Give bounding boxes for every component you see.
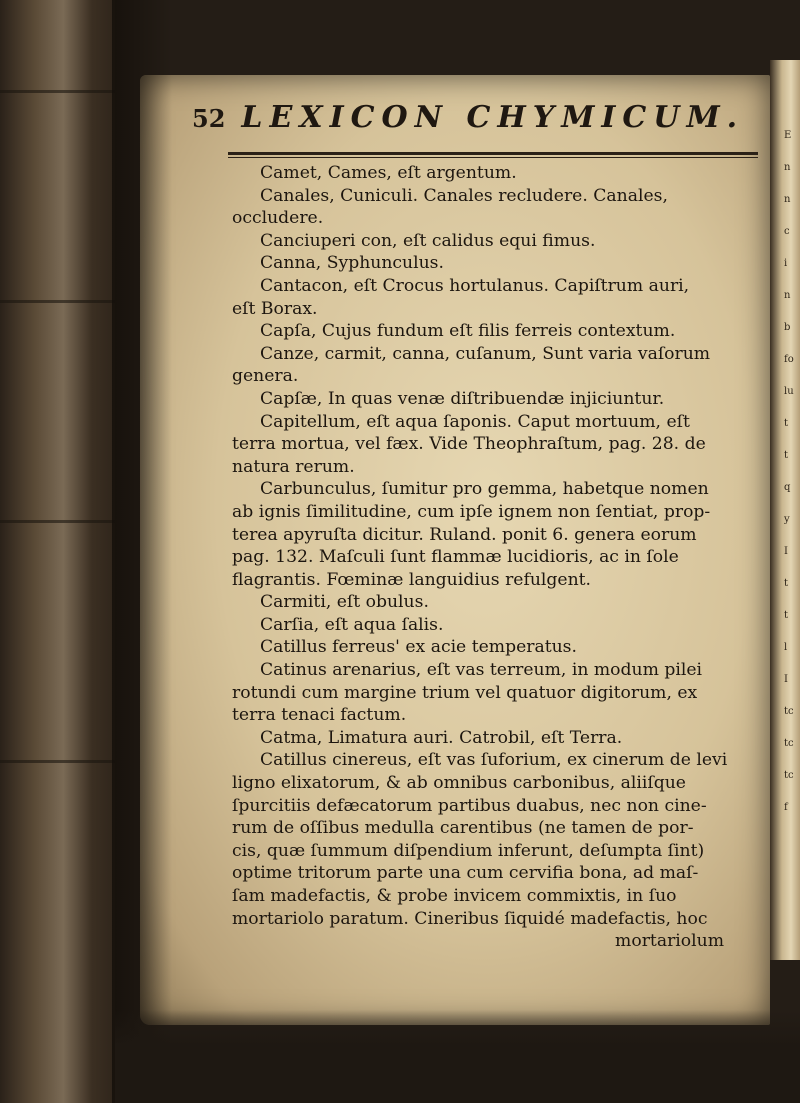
header-rule-thin [228,157,758,158]
facing-page-fragment: c [784,226,790,237]
text-line: Cantacon, eſt Crocus hortulanus. Capiſtrum auri, [260,275,690,296]
facing-page-fragment: tc [784,706,794,717]
facing-page-fragment: b [784,322,791,333]
facing-page-fragment: I [784,546,788,557]
facing-page-fragment: t [784,450,789,461]
text-line: Canciuperi con, eſt calidus equi fimus. [260,230,596,251]
text-line: rum de oſſibus medulla carentibus (ne tamen de por- [232,818,694,839]
text-line: mortariolo paratum. Cineribus ſiquidé madefactis, hoc [232,908,708,929]
catchword: mortariolum [615,931,724,952]
text-line: Catillus ferreus' ex acie temperatus. [260,637,577,658]
facing-page-fragment: t [784,418,789,429]
text-line: ſpurcitiis defæcatorum partibus duabus, nec non cine- [232,795,707,816]
facing-page-fragment: n [784,162,791,173]
facing-page-fragment: fo [784,354,794,365]
running-title: LEXICON CHYMICUM. [241,100,745,135]
text-line: Catillus cinereus, eſt vas ſuforium, ex cinerum de levi [260,750,728,771]
facing-page-fragment: t [784,578,789,589]
facing-page-fragment: f [784,802,788,813]
text-line: flagrantis. Fœminæ languidius refulgent. [232,569,592,590]
text-line: rotundi cum margine trium vel quatuor digitorum, ex [232,682,698,703]
text-line: genera. [232,366,299,387]
text-line: occludere. [232,208,324,229]
facing-page-fragment: t [784,610,789,621]
text-line: Carmiti, eſt obulus. [260,592,429,613]
facing-page-fragment: n [784,290,791,301]
facing-page-fragment: q [784,482,791,493]
gutter-shadow [112,0,172,1103]
text-line: ſam madefactis, & probe invicem commixtis, in ſuo [232,886,677,906]
page-number: 52 [192,104,226,133]
facing-page-fragment: E [784,130,792,141]
text-line: terea apyruſta dicitur. Ruland. ponit 6. genera eorum [232,524,697,545]
bottom-shadow [115,1010,800,1103]
text-line: Canales, Cuniculi. Canales recludere. Canales, [260,185,668,206]
text-line: Catinus arenarius, eſt vas terreum, in modum pilei [260,660,702,681]
facing-page-fragment: y [784,514,790,525]
text-line: natura rerum. [232,456,355,477]
book-spine [0,0,115,1103]
facing-page-fragment: tc [784,770,794,781]
text-line: Carſia, eſt aqua ſalis. [260,614,444,635]
text-line: terra tenaci factum. [232,705,407,726]
facing-page-fragment: I [784,674,788,685]
text-line: Capſæ, In quas venæ diſtribuendæ injiciuntur. [260,388,665,409]
text-line: cis, quæ ſummum diſpendium inferunt, deſumpta ſint) [232,840,705,861]
text-line: Capitellum, eſt aqua ſaponis. Caput mortuum, eſt [260,411,690,432]
dictionary-entries [232,162,760,953]
text-line: pag. 132. Maſculi ſunt flammæ lucidioris, ac in ſole [232,547,679,568]
text-line: ab ignis ſimilitudine, cum ipſe ignem non ſentiat, prop- [232,501,711,522]
facing-page-fragment: lu [784,386,794,397]
page-header [192,100,757,144]
facing-page-fragment: l [784,642,788,653]
text-line: Canna, Syphunculus. [260,253,444,274]
facing-page-fragment: n [784,194,791,205]
text-line: Canze, carmit, canna, cuſanum, Sunt varia vaſorum [260,343,711,364]
text-line: Camet, Cames, eſt argentum. [260,163,517,183]
text-line: ligno elixatorum, & ab omnibus carbonibus, aliiſque [232,773,686,794]
text-line: Catma, Limatura auri. Catrobil, eſt Terra. [260,727,623,748]
text-line: terra mortua, vel fæx. Vide Theophraſtum, pag. 28. de [232,434,706,455]
facing-page-fragment: i [784,258,788,269]
text-line: Capſa, Cujus fundum eſt filis ferreis contextum. [260,321,676,342]
text-line: Carbunculus, ſumitur pro gemma, habetque nomen [260,479,709,500]
facing-page-fragment: tc [784,738,794,749]
text-line: eſt Borax. [232,298,318,319]
header-rule [228,152,758,155]
text-line: optime tritorum parte una cum cervifia bona, ad maſ- [232,863,699,884]
